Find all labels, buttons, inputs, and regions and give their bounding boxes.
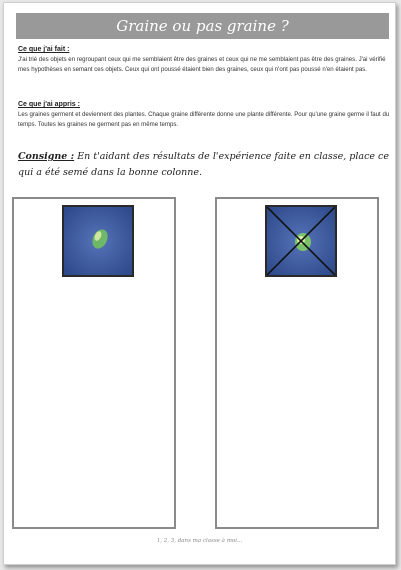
seed-photo-icon — [62, 205, 134, 277]
instruction-label: Consigne : — [18, 151, 75, 162]
worksheet-page — [3, 2, 396, 565]
section-learned — [18, 101, 390, 129]
page-title: Graine ou pas graine ? — [16, 13, 389, 39]
section-done — [18, 46, 390, 74]
column-seeds[interactable] — [12, 197, 176, 529]
section-done-heading: Ce que j'ai fait : — [18, 46, 70, 53]
section-learned-heading: Ce que j'ai appris : — [18, 101, 80, 108]
column-not-seeds[interactable] — [215, 197, 379, 529]
section-done-text: J'ai trié des objets en regroupant ceux qui me semblaient être des graines et ceux qui ne me semblaient pas être des graines. J'ai vérifié mes hypothèses en semant ces objets. Ceux qui ont poussé étaient bien des graines, ceux qui n'ont pas poussé n'en étaient pas. — [18, 56, 386, 73]
footer: 1, 2, 3, dans ma classe à moi... — [156, 538, 243, 544]
crossed-seed-photo-icon — [265, 205, 337, 277]
instruction-text: En t'aidant des résultats de l'expérience faite en classe, place ce qui a été semé dans la bonne colonne. — [18, 151, 389, 178]
section-learned-text: Les graines germent et deviennent des plantes. Chaque graine différente donne une plante différente. Pour qu'une graine germe il faut du temps. Toutes les graines ne germent pas en même temps. — [18, 111, 390, 128]
instruction — [18, 149, 390, 181]
